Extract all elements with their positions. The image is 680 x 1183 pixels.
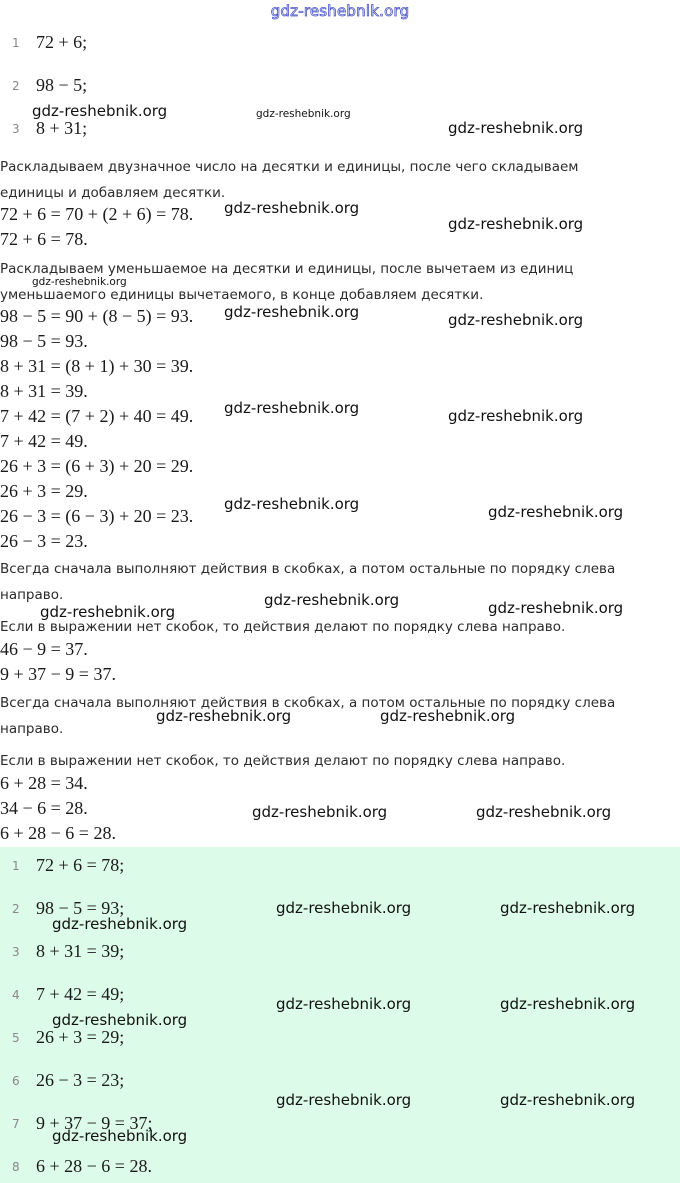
solution-line: 98 − 5 = 93. [0,331,88,351]
solution-line: 26 + 3 = (6 + 3) + 20 = 29. [0,456,194,476]
answer-expression: 6 + 28 − 6 = 28. [36,1156,152,1176]
explanation-paragraph: Раскладываем уменьшаемое на десятки и единицы, после вычетаем из единиц уменьшаемого единицы вычетаемого, в конце добавляем десятки. [0,261,574,303]
task-number: 2 [12,79,20,93]
answer-expression: 9 + 37 − 9 = 37; [36,1113,153,1133]
explanation-paragraph: Раскладываем двузначное число на десятки и единицы, после чего складываем единицы и добавляем десятки. [0,159,579,201]
answer-number: 3 [12,945,20,959]
watermark: gdz-reshebnik.org [488,599,624,617]
solution-line: 72 + 6 = 70 + (2 + 6) = 78. [0,204,194,224]
solution-line: 8 + 31 = (8 + 1) + 30 = 39. [0,356,194,376]
watermark: gdz-reshebnik.org [252,803,388,821]
explanation-paragraph: Всегда сначала выполняют действия в скобках, а потом остальные по порядку слева направо. [0,695,616,737]
task-expression: 72 + 6; [36,32,88,52]
task-expression: 8 + 31; [36,118,88,138]
answer-number: 5 [12,1031,20,1045]
answer-number: 1 [12,859,20,873]
explanation-paragraph: Всегда сначала выполняют действия в скобках, а потом остальные по порядку слева направо. [0,561,616,603]
answer-number: 2 [12,902,20,916]
solution-line: 98 − 5 = 90 + (8 − 5) = 93. [0,306,194,326]
watermark: gdz-reshebnik.org [448,311,584,329]
solution-line: 26 − 3 = (6 − 3) + 20 = 23. [0,506,194,526]
watermark: gdz-reshebnik.org [224,199,360,217]
watermark: gdz-reshebnik.org [256,108,351,120]
answer-number: 4 [12,988,20,1002]
task-number: 1 [12,36,20,50]
solution-line: 26 − 3 = 23. [0,531,88,551]
solution-line: 9 + 37 − 9 = 37. [0,664,116,684]
watermark: gdz-reshebnik.org [40,603,176,621]
solution-line: 72 + 6 = 78. [0,229,88,249]
watermark: gdz-reshebnik.org [500,899,636,917]
solution-line: 46 − 9 = 37. [0,639,88,659]
solution-line: 8 + 31 = 39. [0,381,88,401]
watermark: gdz-reshebnik.org [380,707,516,725]
watermark: gdz-reshebnik.org [276,899,412,917]
solution-line: 6 + 28 = 34. [0,773,88,793]
watermark: gdz-reshebnik.org [32,102,168,120]
watermark: gdz-reshebnik.org [500,1091,636,1109]
watermark: gdz-reshebnik.org [52,1011,188,1029]
answer-number: 8 [12,1160,20,1174]
watermark: gdz-reshebnik.org [276,995,412,1013]
watermark: gdz-reshebnik.org [476,803,612,821]
watermark: gdz-reshebnik.org [500,995,636,1013]
watermark: gdz-reshebnik.org [448,119,584,137]
watermark: gdz-reshebnik.org [276,1091,412,1109]
solution-line: 34 − 6 = 28. [0,798,88,818]
answer-expression: 72 + 6 = 78; [36,855,125,875]
answer-expression: 8 + 31 = 39; [36,941,125,961]
watermark: gdz-reshebnik.org [224,303,360,321]
task-expression: 98 − 5; [36,75,88,95]
answer-number: 7 [12,1117,20,1131]
answer-expression: 7 + 42 = 49; [36,984,125,1004]
watermark: gdz-reshebnik.org [224,495,360,513]
watermark: gdz-reshebnik.org [224,399,360,417]
task-number: 3 [12,122,20,136]
explanation-paragraph: Если в выражении нет скобок, то действия делают по порядку слева направо. [0,619,566,635]
answer-expression: 26 − 3 = 23; [36,1070,125,1090]
explanation-paragraph: Если в выражении нет скобок, то действия делают по порядку слева направо. [0,753,566,769]
solution-line: 7 + 42 = (7 + 2) + 40 = 49. [0,406,194,426]
solution-line: 26 + 3 = 29. [0,481,88,501]
watermark: gdz-reshebnik.org [448,215,584,233]
watermark: gdz-reshebnik.org [156,707,292,725]
site-watermark-top: gdz-reshebnik.org [270,2,410,20]
solution-line: 7 + 42 = 49. [0,431,88,451]
watermark: gdz-reshebnik.org [264,591,400,609]
answer-expression: 98 − 5 = 93; [36,898,125,918]
answer-number: 6 [12,1074,20,1088]
answer-expression: 26 + 3 = 29; [36,1027,125,1047]
watermark: gdz-reshebnik.org [488,503,624,521]
solution-line: 6 + 28 − 6 = 28. [0,823,116,843]
watermark: gdz-reshebnik.org [448,407,584,425]
watermark: gdz-reshebnik.org [32,276,127,288]
watermark: gdz-reshebnik.org [52,1127,188,1145]
watermark: gdz-reshebnik.org [52,915,188,933]
